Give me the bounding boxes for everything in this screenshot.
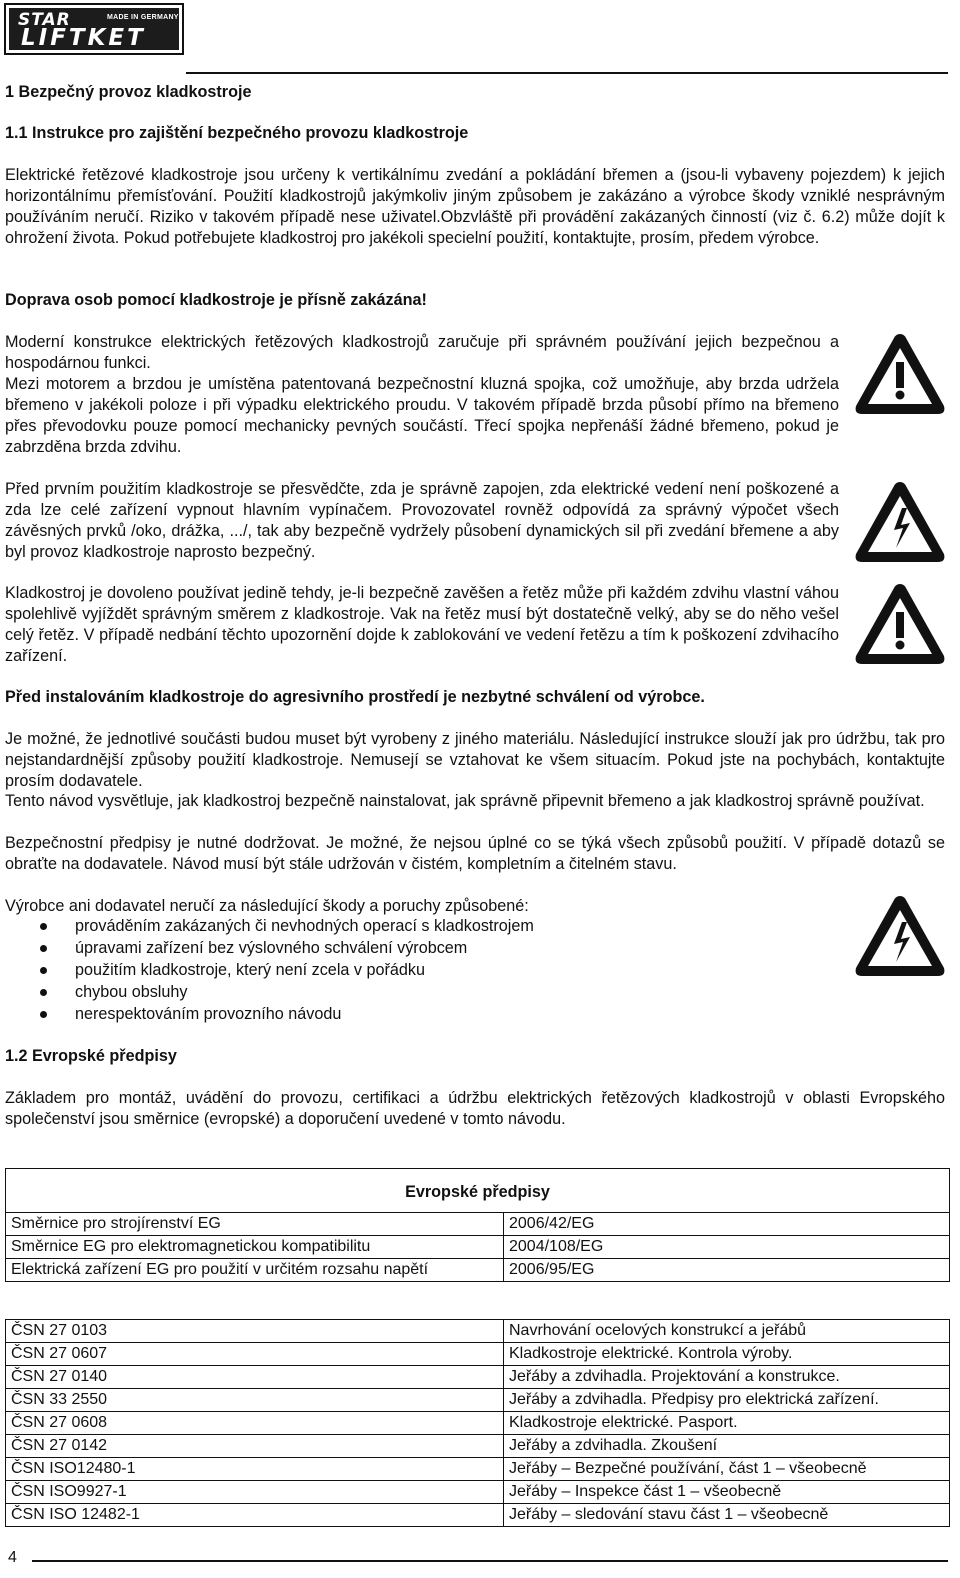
table-row xyxy=(6,1480,949,1503)
list-item xyxy=(5,915,825,937)
bullet-icon xyxy=(40,989,47,996)
table-cell: Navrhování ocelových konstrukcí a jeřábů xyxy=(509,1322,807,1339)
list-item-text: nerespektováním provozního návodu xyxy=(75,1005,342,1023)
table-cell: ČSN ISO 12482-1 xyxy=(6,1504,504,1526)
table-cell: ČSN 27 0607 xyxy=(6,1343,504,1365)
paragraph-materials: Je možné, že jednotlivé součásti budou muset být vyrobeny z jiného materiálu. Následující instrukce slouží jak pro údržbu, tak pro nejstandardnější způsoby použití kladkostroje. Nemusejí se vztahovat ke všem situacím. Pokud jste na pochybách, kontaktujte prosím dodavatele. xyxy=(5,730,945,790)
table-cell: ČSN 27 0142 xyxy=(6,1435,504,1457)
table-row xyxy=(6,1411,949,1434)
liability-list xyxy=(5,915,825,1025)
liability-intro: Výrobce ani dodavatel neručí za následující škody a poruchy způsobené: xyxy=(5,897,529,915)
table-cell: ČSN 27 0608 xyxy=(6,1412,504,1434)
section-heading-1-2: 1.2 Evropské předpisy xyxy=(5,1047,177,1065)
paragraph-first-use: Před prvním použitím kladkostroje se přesvědčte, zda je správně zapojen, zda elektrické vedení není poškozené a zda lze celé zařízení vypnout hlavním vypínačem. Provozovatel rovněž odpovídá za správný výpočet všech závěsných prvků /oko, drážka, .../, tak aby bezpečně vydržely působení dynamických sil při zvedání břemene a aby byl provoz kladkostroje naprosto bezpečný. xyxy=(5,480,839,561)
bullet-icon xyxy=(40,945,47,952)
table-cell: Kladkostroje elektrické. Pasport. xyxy=(509,1414,738,1431)
table-cell: ČSN ISO12480-1 xyxy=(6,1458,504,1480)
list-item-text: chybou obsluhy xyxy=(75,983,188,1001)
bullet-icon xyxy=(40,1011,47,1018)
paragraph-chain-suspension: Kladkostroj je dovoleno používat jedině tehdy, je-li bezpečně zavěšen a řetěz může při každém zdvihu vlastní váhou spolehlivě vyjíždět správným směrem z kladkostroje. Vak na řetěz musí být dostatečně velký, aby se do něho vešel celý řetěz. V případě nedbání těchto upozornění dojde k zablokování ve vedení řetězu a tím k poškození zdvihacího zařízení. xyxy=(5,584,839,665)
logo-top-word: STAR xyxy=(18,10,71,30)
table-cell: Směrnice EG pro elektromagnetickou kompatibilitu xyxy=(6,1236,504,1258)
table-row xyxy=(6,1457,949,1480)
warning-exclamation-icon xyxy=(852,580,948,668)
table-row xyxy=(6,1213,949,1235)
table-cell: ČSN 27 0103 xyxy=(6,1320,504,1342)
logo-tagline: MADE IN GERMANY xyxy=(107,14,179,21)
list-item xyxy=(5,959,825,981)
table-cell: Směrnice pro strojírenství EG xyxy=(6,1213,504,1235)
table-cell: 2006/95/EG xyxy=(509,1261,595,1278)
table-row xyxy=(6,1388,949,1411)
bullet-icon xyxy=(40,923,47,930)
paragraph-intended-use: Elektrické řetězové kladkostroje jsou určeny k vertikálnímu zvedání a pokládání břemen a (jsou-li vybaveny pojezdem) k jejich horizontálnímu přemísťování. Použití kladkostrojů jakýmkoliv jiným způsobem je zakázáno a výrobce škody vzniklé nesprávným používáním neručí. Riziko v takovém případě nese uživatel.Obzvláště při provádění zakázaných činností (viz č. 6.2) může dojít k ohrožení života. Pokud potřebujete kladkostroj pro jakékoli specielní použití, kontaktujte, prosím, předem výrobce. xyxy=(5,166,945,247)
section-heading-1-1: 1.1 Instrukce pro zajištění bezpečného provozu kladkostroje xyxy=(5,124,469,142)
table-row xyxy=(6,1258,949,1281)
eu-regulations-table xyxy=(5,1168,950,1282)
table-row xyxy=(6,1365,949,1388)
footer-divider xyxy=(32,1560,948,1562)
table-cell: ČSN ISO9927-1 xyxy=(6,1481,504,1503)
electrical-hazard-icon xyxy=(852,478,948,566)
table-row xyxy=(6,1235,949,1258)
table-cell: 2006/42/EG xyxy=(509,1215,595,1232)
table-cell: ČSN 33 2550 xyxy=(6,1389,504,1411)
page-number: 4 xyxy=(8,1549,17,1566)
list-item-text: použitím kladkostroje, který není zcela v pořádku xyxy=(75,961,425,979)
paragraph-manual-explains: Tento návod vysvětluje, jak kladkostroj bezpečně nainstalovat, jak správně připevnit břemeno a jak kladkostroj správně používat. xyxy=(5,792,925,810)
table-cell: Elektrická zařízení EG pro použití v určitém rozsahu napětí xyxy=(6,1259,504,1281)
table-cell: Jeřáby – sledování stavu část 1 – všeobecně xyxy=(509,1506,829,1523)
list-item-text: prováděním zakázaných či nevhodných operací s kladkostrojem xyxy=(75,917,534,935)
list-item xyxy=(5,937,825,959)
table-cell: Jeřáby – Inspekce část 1 – všeobecně xyxy=(509,1483,782,1500)
paragraph-modern-construction: Moderní konstrukce elektrických řetězových kladkostrojů zaručuje při správném používání jejich bezpečnou a hospodárnou funkci. xyxy=(5,333,839,372)
table-row xyxy=(6,1342,949,1365)
table-cell: Jeřáby a zdvihadla. Zkoušení xyxy=(509,1437,718,1454)
table-cell: Jeřáby a zdvihadla. Předpisy pro elektrická zařízení. xyxy=(509,1391,879,1408)
section-heading-1: 1 Bezpečný provoz kladkostroje xyxy=(5,83,252,101)
table-cell: Jeřáby a zdvihadla. Projektování a konstrukce. xyxy=(509,1368,840,1385)
table-row xyxy=(6,1320,949,1342)
table-cell: ČSN 27 0140 xyxy=(6,1366,504,1388)
list-item-text: úpravami zařízení bez výslovného schválení výrobcem xyxy=(75,939,468,957)
table-row xyxy=(6,1434,949,1457)
logo-background xyxy=(9,8,179,50)
table-cell: Kladkostroje elektrické. Kontrola výroby. xyxy=(509,1345,793,1362)
list-item xyxy=(5,1003,825,1025)
table-title: Evropské předpisy xyxy=(6,1169,949,1213)
header-divider xyxy=(186,72,948,74)
table-cell: Jeřáby – Bezpečné používání, část 1 – všeobecně xyxy=(509,1460,867,1477)
list-item xyxy=(5,981,825,1003)
logo-bottom-word: LIFTKET xyxy=(21,25,146,51)
table-cell: 2004/108/EG xyxy=(509,1238,604,1255)
warning-person-transport: Doprava osob pomocí kladkostroje je přísně zakázána! xyxy=(5,291,427,309)
paragraph-eu-regulations: Základem pro montáž, uvádění do provozu, certifikaci a údržbu elektrických řetězových kladkostrojů v oblasti Evropského společenství jsou směrnice (evropské) a doporučení uvedené v tomto návodu. xyxy=(5,1089,945,1128)
electrical-hazard-icon xyxy=(852,892,948,980)
paragraph-safety-rules: Bezpečnostní předpisy je nutné dodržovat. Je možné, že nejsou úplné co se týká všech způsobů použití. V případě dotazů se obraťte na dodavatele. Návod musí být stále udržován v čistém, kompletním a čitelném stavu. xyxy=(5,834,945,873)
brand-logo xyxy=(4,3,184,55)
warning-aggressive-environment: Před instalováním kladkostroje do agresivního prostředí je nezbytné schválení od výrobce. xyxy=(5,688,705,706)
bullet-icon xyxy=(40,967,47,974)
csn-standards-table xyxy=(5,1319,950,1527)
paragraph-slip-clutch: Mezi motorem a brzdou je umístěna patentovaná bezpečnostní kluzná spojka, což umožňuje, aby brzda udržela břemeno v jakékoli poloze i při výpadku elektrického proudu. V takovém případě brzda působí přímo na břemeno přes převodovku pouze pomocí mechanicky pevných součástí. Třecí spojka nepřenáší žádné břemeno, pokud je zabrzděna brzda zdvihu. xyxy=(5,375,839,456)
table-row xyxy=(6,1503,949,1526)
warning-exclamation-icon xyxy=(852,330,948,418)
